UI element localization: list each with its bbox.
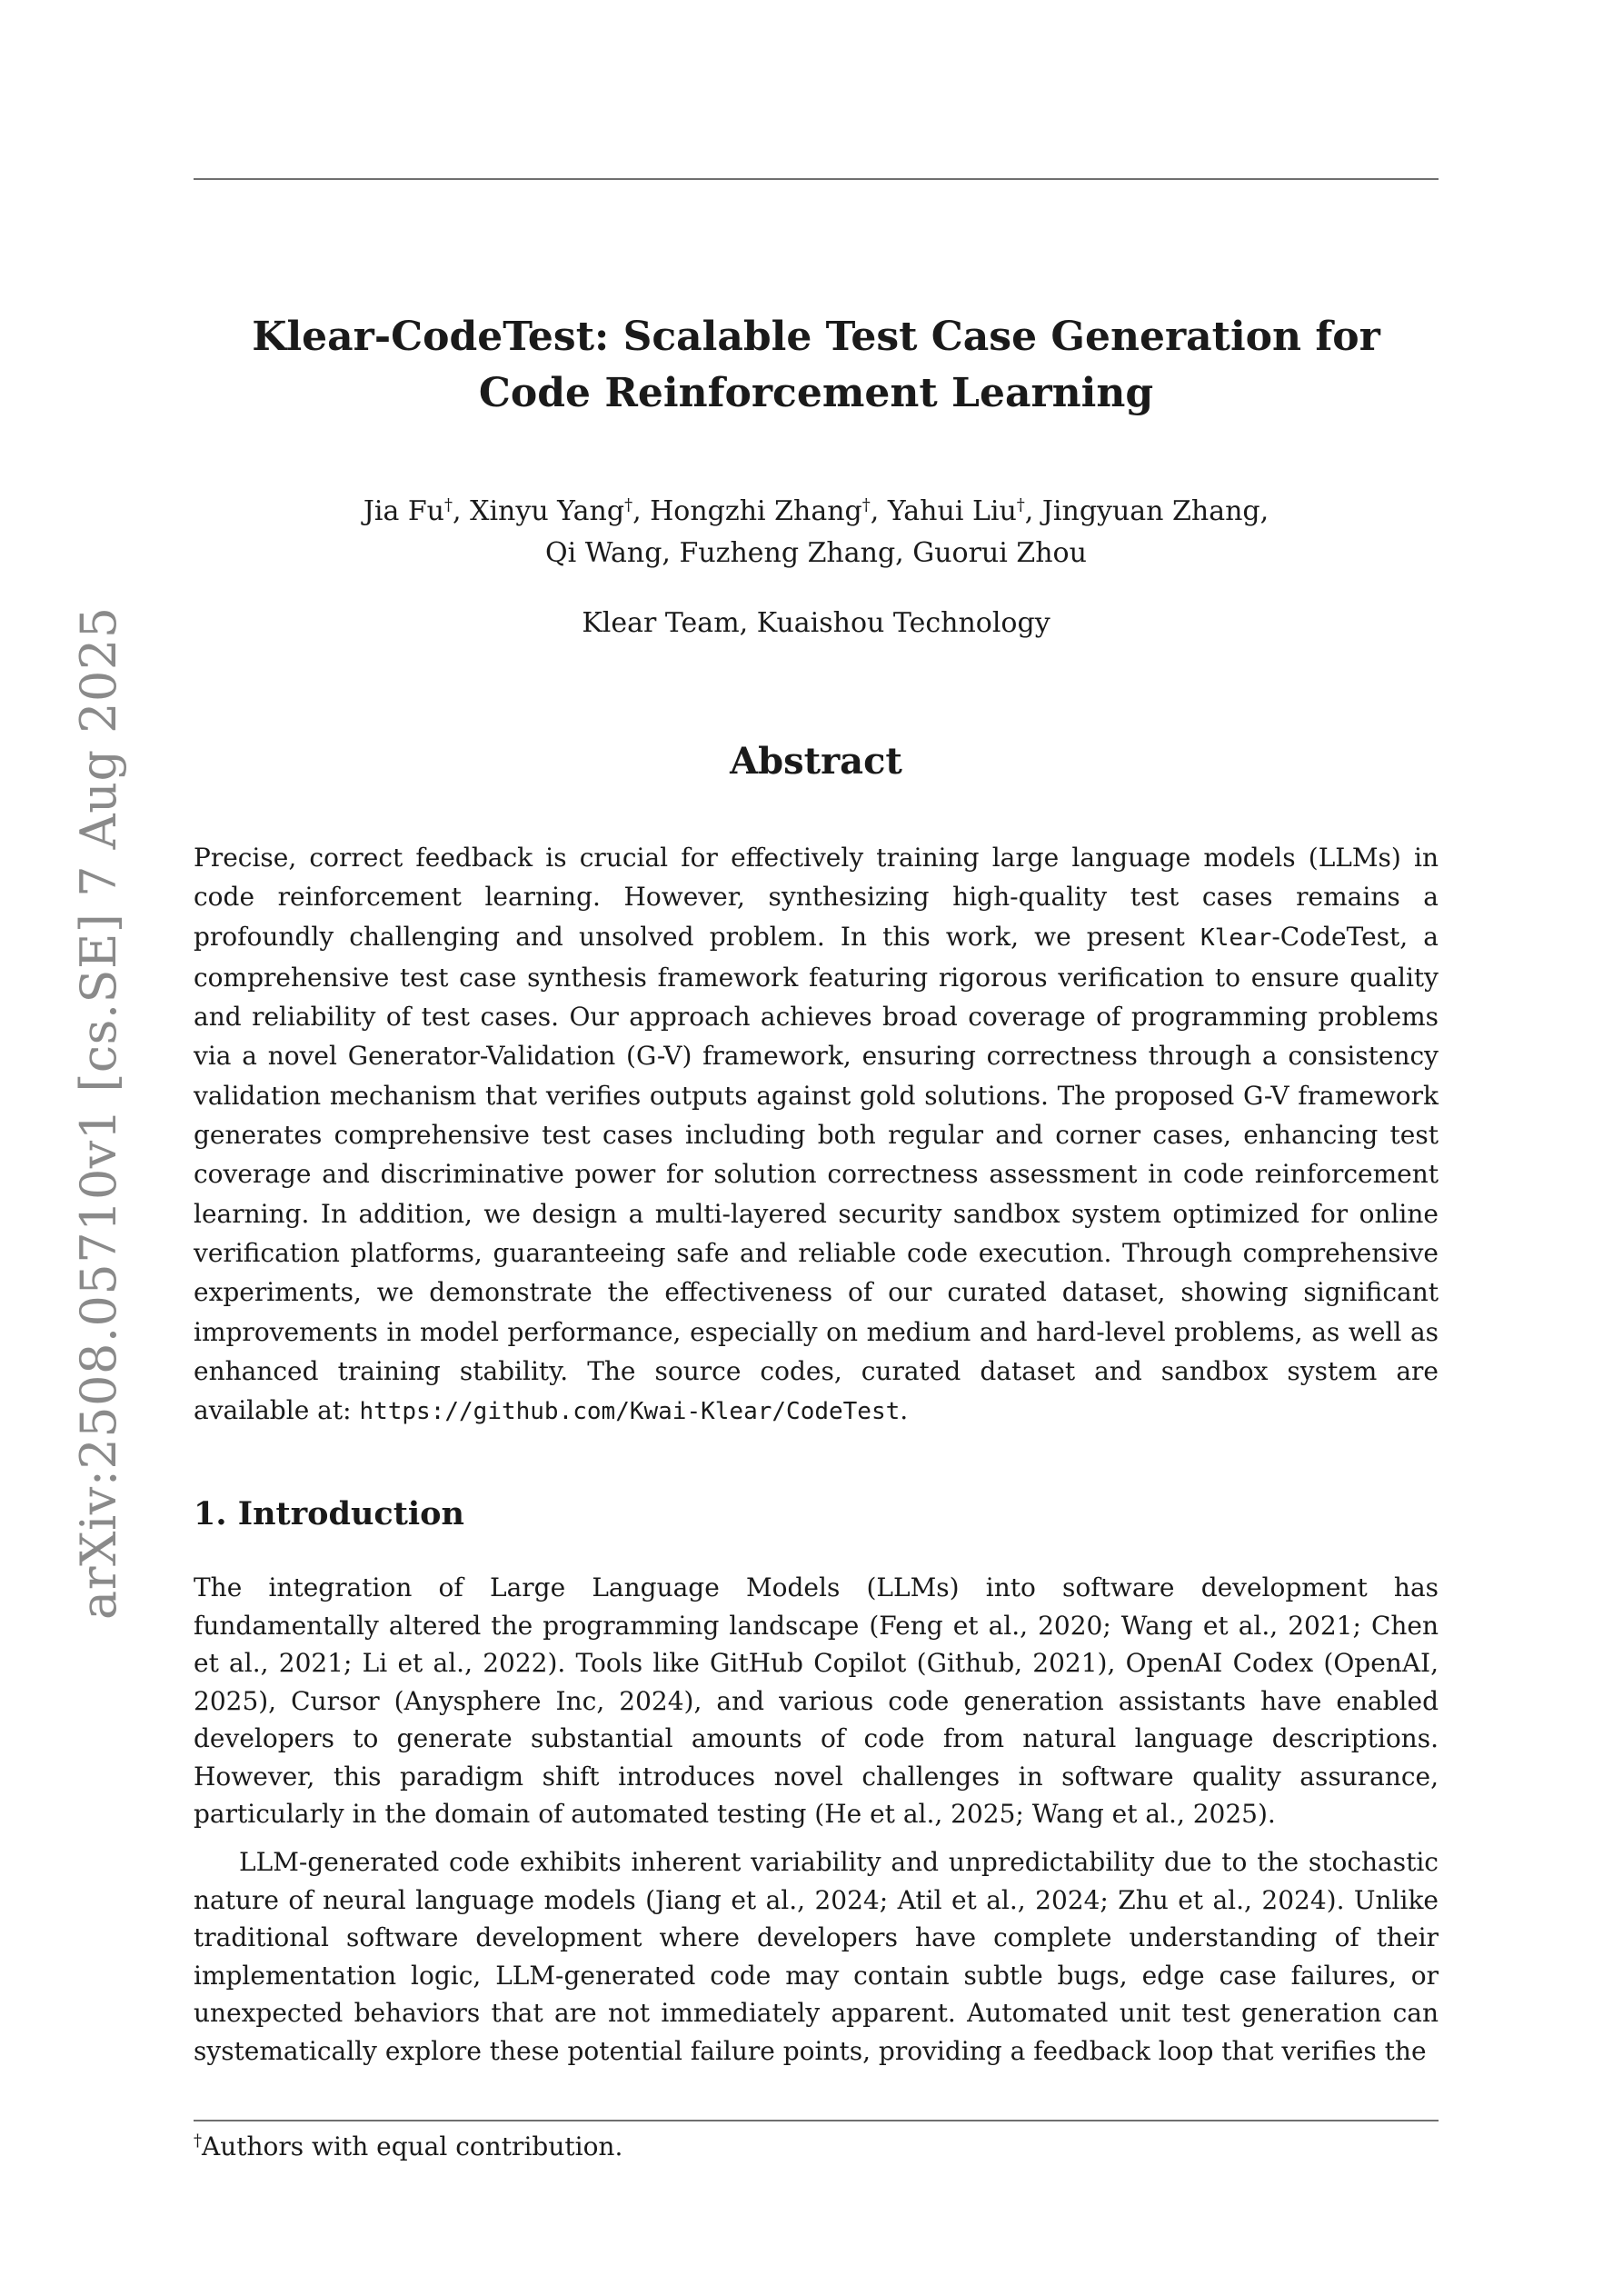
affiliation: Klear Team, Kuaishou Technology bbox=[582, 607, 1050, 639]
author: Jingyuan Zhang, bbox=[1041, 495, 1270, 527]
abstract-body bbox=[194, 838, 1439, 1432]
repository-link[interactable]: https://github.com/Kwai-Klear/CodeTest bbox=[359, 1398, 901, 1426]
author-name: Hongzhi Zhang bbox=[650, 495, 862, 527]
author: Hongzhi Zhang†, bbox=[650, 495, 888, 527]
author-name: Jingyuan Zhang bbox=[1041, 495, 1260, 527]
equal-contribution-mark: † bbox=[624, 495, 633, 514]
abstract-text: , a comprehensive test case synthesis framework featuring rigorous verification to ensure quality and reliability of test cases. Our approach achieves broad coverage of programming problems via a novel Generator-Validation (G-V) framework, ensuring correctness through a consistency validation mechanism that verifies outputs against gold solutions. The proposed G-V framework generates comprehensive test cases including both regular and corner cases, enhancing test coverage and discriminative power for solution correctness assessment in code reinforcement learning. In addition, we design a multi-layered security sandbox system optimized for online verification platforms, guaranteeing safe and reliable code execution. Through comprehensive experiments, we demonstrate the effectiveness of our curated dataset, showing significant improvements in model performance, especially on medium and hard-level problems, as well as enhanced training stability. The source codes, curated dataset and sandbox system are available at: bbox=[194, 921, 1439, 1426]
author-name: Fuzheng Zhang bbox=[679, 537, 896, 569]
footnote-text: Authors with equal contribution. bbox=[202, 2131, 623, 2161]
author-name: Qi Wang bbox=[545, 537, 662, 569]
framework-name-rest: -CodeTest bbox=[1271, 921, 1400, 952]
author-name: Guorui Zhou bbox=[912, 537, 1087, 569]
author bbox=[912, 537, 1087, 569]
header-rule bbox=[194, 178, 1439, 180]
footnote-rule bbox=[194, 2120, 1439, 2121]
author-list bbox=[194, 491, 1439, 574]
paper-title: Klear-CodeTest: Scalable Test Case Generation for Code Reinforcement Learning bbox=[252, 314, 1380, 416]
equal-contribution-mark: † bbox=[1016, 495, 1025, 514]
author: Qi Wang, bbox=[545, 537, 680, 569]
section-heading-introduction: 1. Introduction bbox=[194, 1495, 464, 1532]
arxiv-identifier[interactable]: arXiv:2508.05710v1 [cs.SE] 7 Aug 2025 bbox=[70, 606, 127, 1620]
framework-name-mono: Klear bbox=[1200, 923, 1272, 952]
author-name: Xinyu Yang bbox=[470, 495, 625, 527]
author: Xinyu Yang†, bbox=[470, 495, 651, 527]
abstract-text: Precise, correct feedback is crucial for effectively training large language models (LLMs) in code reinforcement learning. However, synthesizing high-quality test cases remains a profoundly challenging and unsolved problem. In this work, we present bbox=[194, 843, 1439, 952]
footnote bbox=[194, 2129, 1439, 2165]
author-name: Jia Fu bbox=[363, 495, 445, 527]
body-paragraph: LLM-generated code exhibits inherent variability and unpredictability due to the stochastic nature of neural language models (Jiang et al., 2024; Atil et al., 2024; Zhu et al., 2024). Unlike traditional software development where developers have complete understanding of their implementation logic, LLM-generated code may contain subtle bugs, edge case failures, or unexpected behaviors that are not immediately apparent. Automated unit test generation can systematically explore these potential failure points, providing a feedback loop that verifies the bbox=[194, 1847, 1439, 2066]
author: Yahui Liu†, bbox=[887, 495, 1042, 527]
equal-contribution-mark: † bbox=[861, 495, 871, 514]
author: Jia Fu†, bbox=[363, 495, 471, 527]
author: Fuzheng Zhang, bbox=[679, 537, 913, 569]
equal-contribution-mark: † bbox=[444, 495, 453, 514]
abstract-text-end: . bbox=[900, 1395, 909, 1426]
body-paragraph: The integration of Large Language Models (LLMs) into software development has fundamentally altered the programming landscape (Feng et al., 2020; Wang et al., 2021; Chen et al., 2021; Li et al., 2022). Tools like GitHub Copilot (Github, 2021), OpenAI Codex (OpenAI, 2025), Cursor (Anysphere Inc, 2024), and various code generation assistants have enabled developers to generate substantial amounts of code from natural language descriptions. However, this paradigm shift introduces novel challenges in software quality assurance, particularly in the domain of automated testing (He et al., 2025; Wang et al., 2025). bbox=[194, 1572, 1439, 1829]
author-name: Yahui Liu bbox=[887, 495, 1017, 527]
footnote-mark: † bbox=[194, 2131, 202, 2151]
abstract-heading: Abstract bbox=[730, 740, 902, 783]
